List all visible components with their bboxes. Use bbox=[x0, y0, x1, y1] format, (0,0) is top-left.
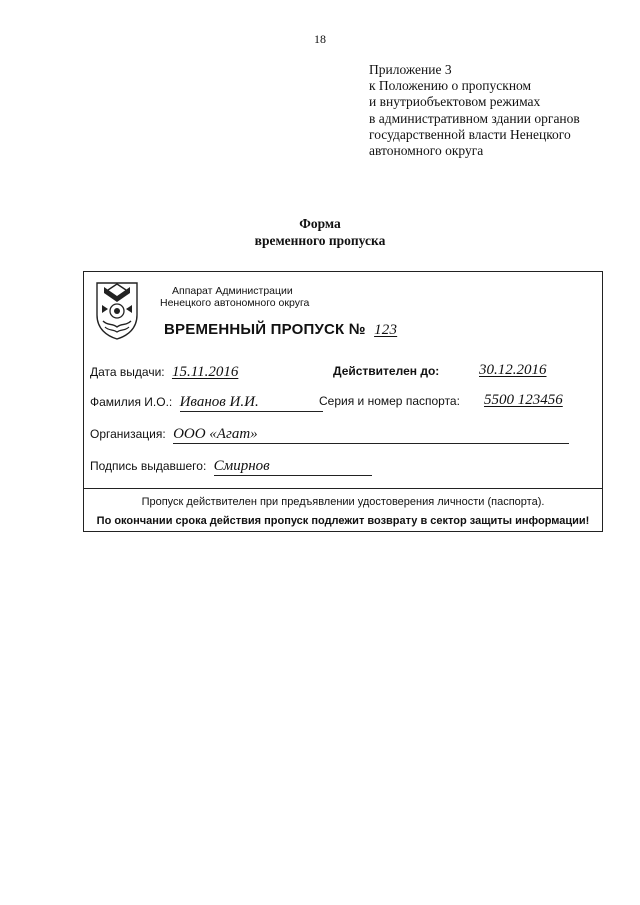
appendix-line: Приложение 3 bbox=[369, 62, 452, 77]
organization-row bbox=[90, 426, 569, 444]
valid-until-value: 30.12.2016 bbox=[479, 362, 547, 378]
validity-note: Пропуск действителен при предъявлении удостоверения личности (паспорта). bbox=[141, 496, 545, 508]
passport-value: 5500 123456 bbox=[484, 392, 563, 408]
signature-row bbox=[90, 458, 372, 476]
issuer-name-line1: Аппарат Администрации bbox=[172, 285, 293, 297]
temporary-pass-card bbox=[83, 271, 603, 532]
name-value: Иванов И.И. bbox=[179, 394, 259, 410]
issue-date-row bbox=[90, 364, 238, 381]
passport-label: Серия и номер паспорта: bbox=[319, 394, 460, 408]
divider bbox=[84, 488, 602, 489]
organization-value: ООО «Агат» bbox=[173, 426, 258, 442]
issue-date-value: 15.11.2016 bbox=[171, 364, 239, 380]
form-heading-line2: временного пропуска bbox=[254, 233, 386, 248]
return-note: По окончании срока действия пропуск подлежит возврату в сектор защиты информации! bbox=[96, 515, 590, 527]
signature-label: Подпись выдавшего: bbox=[90, 459, 207, 473]
issuer-name-line2: Ненецкого автономного округа bbox=[160, 297, 310, 309]
signature-field-line bbox=[214, 458, 372, 476]
name-field-line bbox=[180, 394, 323, 412]
appendix-line: к Положению о пропускном bbox=[369, 78, 532, 94]
name-row bbox=[90, 394, 323, 412]
issue-date-label: Дата выдачи: bbox=[90, 365, 165, 379]
name-label: Фамилия И.О.: bbox=[90, 395, 173, 409]
organization-label: Организация: bbox=[90, 427, 166, 441]
nenets-coat-of-arms-icon bbox=[94, 281, 140, 341]
appendix-line: автономного округа bbox=[369, 143, 484, 159]
appendix-line: в административном здании органов bbox=[369, 110, 580, 126]
valid-until-label: Действителен до: bbox=[333, 364, 440, 378]
signature-value: Смирнов bbox=[213, 458, 270, 474]
appendix-line: государственной власти Ненецкого bbox=[369, 126, 571, 142]
appendix-line: и внутриобъектовом режимах bbox=[369, 94, 541, 110]
organization-field-line bbox=[173, 426, 569, 444]
form-heading bbox=[0, 215, 640, 249]
pass-title bbox=[164, 321, 397, 339]
appendix-reference bbox=[369, 62, 580, 159]
pass-number: 123 bbox=[374, 322, 398, 338]
form-heading-line1: Форма bbox=[299, 216, 341, 231]
pass-title-text: ВРЕМЕННЫЙ ПРОПУСК № bbox=[164, 321, 366, 338]
page-number: 18 bbox=[314, 32, 326, 46]
